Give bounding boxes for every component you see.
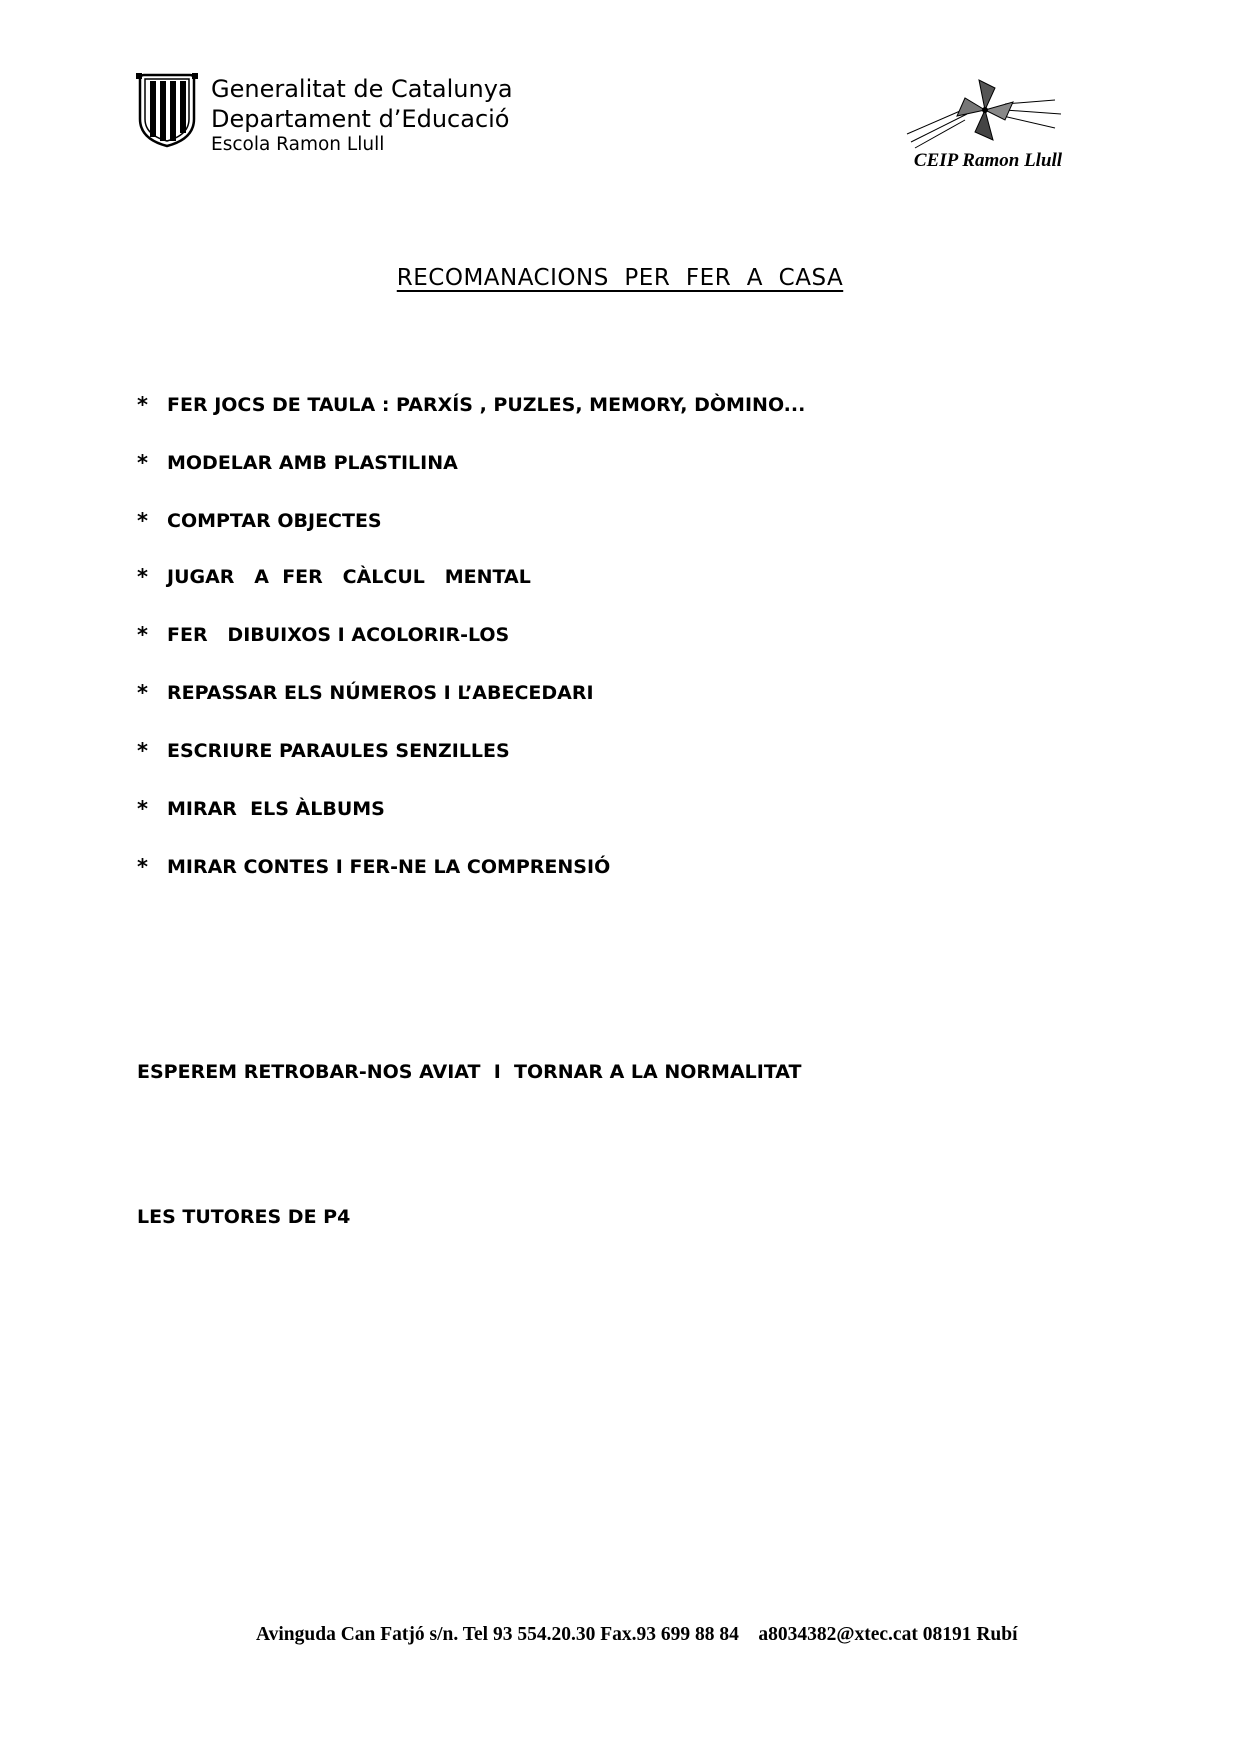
page-title: RECOMANACIONS PER FER A CASA bbox=[396, 265, 844, 291]
institution-text bbox=[211, 74, 513, 156]
list-item bbox=[137, 450, 805, 508]
list-item bbox=[137, 680, 805, 738]
signature: LES TUTORES DE P4 bbox=[137, 1206, 351, 1228]
bullet-star: * bbox=[137, 681, 148, 705]
ceip-name: CEIP Ramon Llull bbox=[913, 150, 1063, 171]
list-item-text: MODELAR AMB PLASTILINA bbox=[167, 452, 458, 474]
school-name: Escola Ramon Llull bbox=[211, 134, 385, 155]
footer-address: Avinguda Can Fatjó s/n. Tel 93 554.20.30 Fax.93 699 88 84 a8034382@xtec.cat 08191 Rubí bbox=[256, 1624, 1018, 1645]
list-item-text: COMPTAR OBJECTES bbox=[167, 510, 382, 532]
bullet-star: * bbox=[137, 393, 148, 417]
list-item-text: MIRAR CONTES I FER-NE LA COMPRENSIÓ bbox=[167, 856, 611, 878]
bullet-star: * bbox=[137, 451, 148, 475]
list-item-text: REPASSAR ELS NÚMEROS I L’ABECEDARI bbox=[167, 682, 594, 704]
list-item bbox=[137, 508, 805, 564]
list-item-text: ESCRIURE PARAULES SENZILLES bbox=[167, 740, 510, 762]
list-item bbox=[137, 622, 805, 680]
list-item bbox=[137, 738, 805, 796]
list-item bbox=[137, 796, 805, 854]
bullet-star: * bbox=[137, 797, 148, 821]
bullet-star: * bbox=[137, 565, 148, 589]
list-item bbox=[137, 564, 805, 622]
generalitat-name: Generalitat de Catalunya bbox=[211, 75, 513, 103]
bullet-star: * bbox=[137, 509, 148, 533]
generalitat-shield-icon bbox=[136, 73, 198, 148]
recommendations-list bbox=[137, 392, 805, 912]
bullet-star: * bbox=[137, 739, 148, 763]
list-item bbox=[137, 854, 805, 912]
list-item-text: MIRAR ELS ÀLBUMS bbox=[167, 798, 385, 820]
list-item-text: FER DIBUIXOS I ACOLORIR-LOS bbox=[167, 624, 510, 646]
list-item-text: JUGAR A FER CÀLCUL MENTAL bbox=[167, 566, 531, 588]
list-item bbox=[137, 392, 805, 450]
bullet-star: * bbox=[137, 855, 148, 879]
closing-message: ESPEREM RETROBAR-NOS AVIAT I TORNAR A LA NORMALITAT bbox=[137, 1061, 802, 1083]
department-name: Departament d’Educació bbox=[211, 105, 510, 133]
list-item-text: FER JOCS DE TAULA : PARXÍS , PUZLES, MEMORY, DÒMINO... bbox=[167, 394, 806, 416]
bullet-star: * bbox=[137, 623, 148, 647]
